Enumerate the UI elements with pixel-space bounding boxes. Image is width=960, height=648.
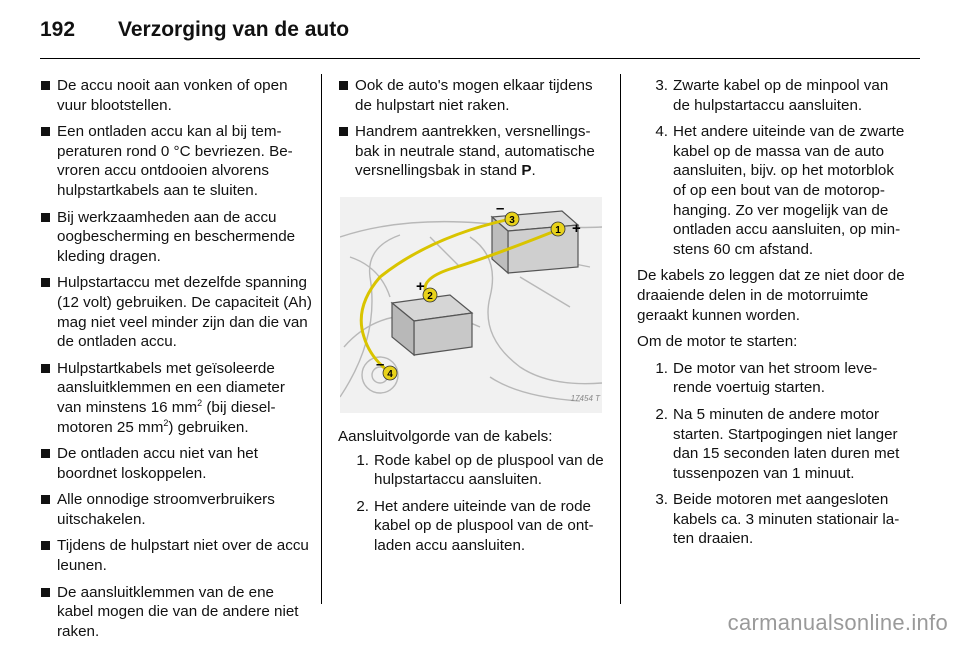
bullet-square-icon	[41, 278, 50, 287]
figure-code: 17454 T	[570, 394, 600, 404]
svg-text:3: 3	[509, 214, 515, 226]
bullet-square-icon	[41, 213, 50, 222]
list-item: Handrem aantrekken, versnellingsbak in neutrale stand, automatische versnellingsbak in stand P.	[338, 122, 608, 181]
bullet-square-icon	[41, 127, 50, 136]
column-2	[338, 76, 608, 563]
list-item: De ontladen accu niet van het boordnet loskoppelen.	[40, 444, 312, 483]
bullet-square-icon	[41, 81, 50, 90]
minus-sign-ground: –	[376, 355, 385, 373]
bullet-square-icon	[41, 541, 50, 550]
engine-bay-drawing	[340, 197, 602, 413]
svg-text:4: 4	[387, 368, 393, 380]
watermark: carmanualsonline.info	[727, 610, 948, 635]
column-3	[637, 76, 907, 556]
list-item: 1. Rode kabel op de pluspool van de hulpstartaccu aansluiten.	[356, 451, 604, 489]
column-divider	[620, 74, 621, 604]
list-item: 1. De motor van het stroom leverende voertuig starten.	[655, 359, 878, 397]
list-item: 2. Het andere uiteinde van de rode kabel op de pluspool van de ontladen accu aansluiten.	[356, 497, 594, 554]
bullet-square-icon	[339, 81, 348, 90]
list-item: De aansluitklemmen van de ene kabel mogen die van de andere niet raken.	[40, 583, 312, 642]
page-number: 192	[40, 18, 76, 41]
list-item: 2. Na 5 minuten de andere motor starten. Startpogingen niet langer dan 15 seconden laten duren met tussenpozen van 1 minuut.	[655, 405, 900, 482]
bullet-square-icon	[41, 364, 50, 373]
bullet-square-icon	[41, 588, 50, 597]
list-item: Hulpstartkabels met geïsoleerde aansluitklemmen en een diameter van minstens 16 $mm^2$ (bij dieselmotoren 25 $mm^2$) gebruiken.	[40, 359, 312, 437]
list-item: 3. Beide motoren met aangesloten kabels ca. 3 minuten stationair laten draaien.	[655, 491, 900, 548]
svg-text:2: 2	[427, 290, 433, 302]
list-item: Alle onnodige stroomverbruikers uitschakelen.	[40, 490, 312, 529]
discharged-battery	[392, 295, 472, 355]
list-item: Een ontladen accu kan al bij temperaturen rond 0 °C bevriezen. Bevroren accu ontdooien alvorens hulpstartkabels aan te sluiten.	[40, 122, 312, 200]
minus-sign-donor: –	[496, 199, 505, 217]
list-item: 3. Zwarte kabel op de minpool van de hulpstartaccu aansluiten.	[655, 77, 889, 114]
column-1	[40, 76, 312, 648]
list-item: Tijdens de hulpstart niet over de accu leunen.	[40, 536, 312, 575]
svg-text:1: 1	[555, 224, 561, 236]
callout-1	[551, 222, 565, 236]
header-rule	[40, 58, 920, 59]
list-item: 4. Het andere uiteinde van de zwarte kabel op de massa van de auto aansluiten, bijv. op het motorblok of op een bout van de motorophanging. Zo ver mogelijk van de ontladen accu aansluiten, op minstens 60 cm afstand.	[655, 123, 905, 258]
plus-sign-donor: +	[572, 219, 581, 237]
callout-4	[383, 366, 397, 380]
bullet-square-icon	[41, 449, 50, 458]
list-item: Ook de auto's mogen elkaar tijdens de hulpstart niet raken.	[338, 76, 608, 115]
jump-start-illustration	[340, 197, 602, 413]
column-divider	[321, 74, 322, 604]
paragraph: De kabels zo leggen dat ze niet door de draaiende delen in de motorruimte geraakt kunnen worden.	[637, 267, 905, 324]
callout-3	[505, 212, 519, 226]
bullet-square-icon	[339, 127, 348, 136]
callout-2	[423, 288, 437, 302]
list-item: De accu nooit aan vonken of open vuur blootstellen.	[40, 76, 312, 115]
plus-sign-discharged: +	[416, 277, 425, 295]
figure-caption: Aansluitvolgorde van de kabels:	[338, 427, 553, 445]
bullet-square-icon	[41, 495, 50, 504]
list-item: Hulpstartaccu met dezelfde spanning (12 volt) gebruiken. De capaciteit (Ah) mag niet veel minder zijn dan die van de ontladen accu.	[40, 273, 312, 351]
list-item: Bij werkzaamheden aan de accu oogbescherming en beschermende kleding dragen.	[40, 208, 312, 267]
page-title: Verzorging van de auto	[118, 18, 350, 41]
paragraph: Om de motor te starten:	[637, 333, 798, 351]
